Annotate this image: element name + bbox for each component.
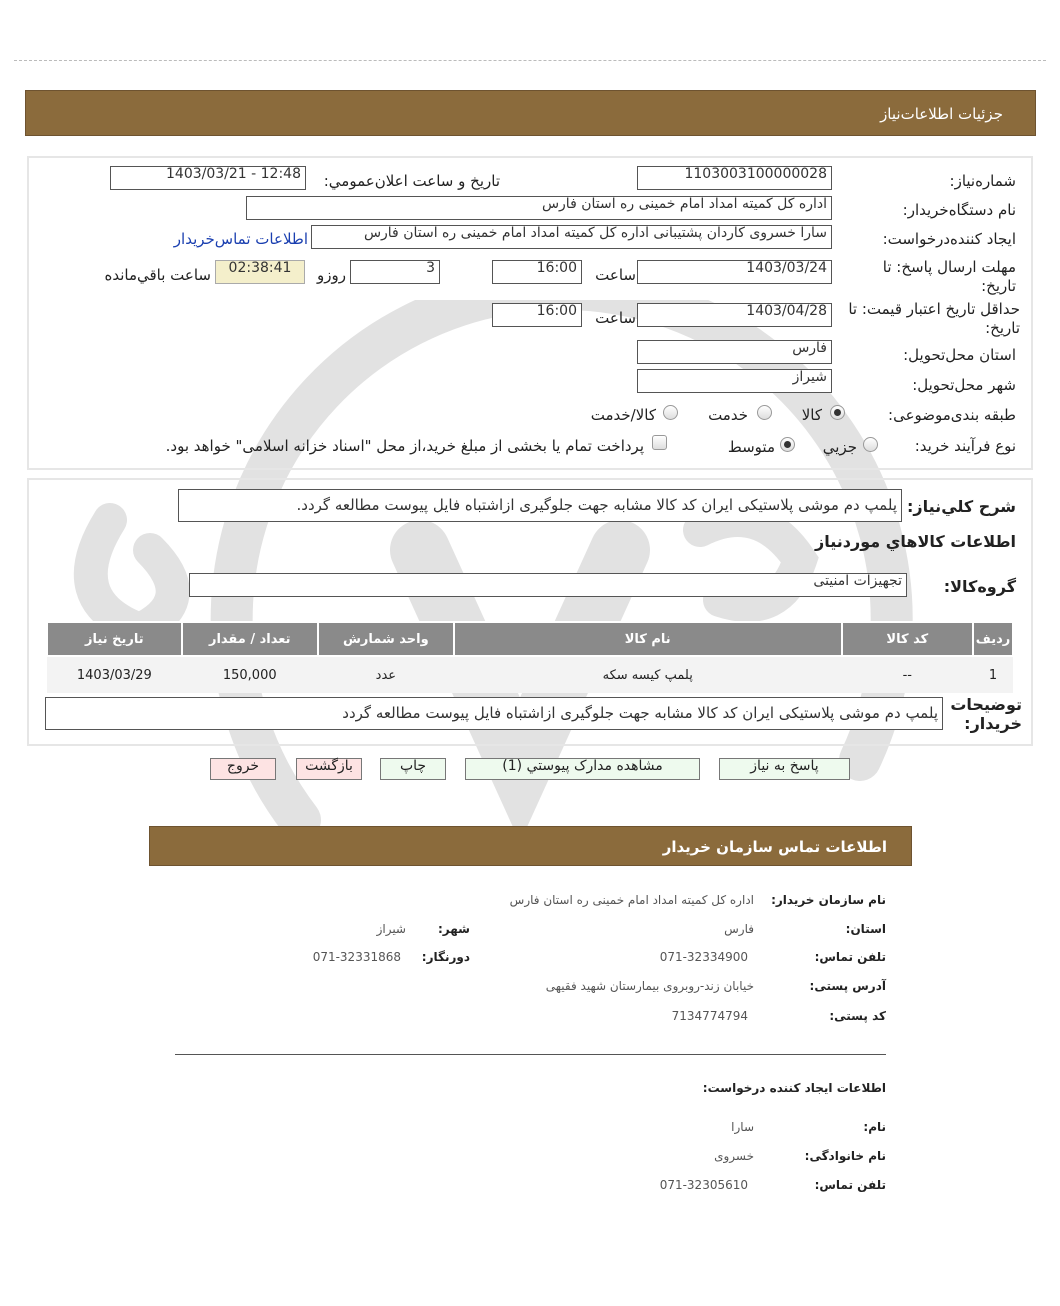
postal-code-value: 7134774794 <box>671 1009 748 1023</box>
validity-time-label: ساعت <box>595 309 636 327</box>
contact-phone-value: 071-32334900 <box>659 950 748 964</box>
creator-name-label: نام: <box>863 1120 886 1134</box>
top-divider <box>14 60 1046 61</box>
need-number-label: شماره‌نياز: <box>949 172 1016 190</box>
quantity-cell: 150,000 <box>182 656 318 693</box>
category-service-radio[interactable] <box>757 405 772 420</box>
table-row <box>47 656 1013 693</box>
goods-code-cell: -- <box>842 656 974 693</box>
days-label: روزو <box>317 266 346 284</box>
goods-table <box>46 621 1014 693</box>
process-minor-radio[interactable] <box>863 437 878 452</box>
page-title: جزئيات اطلاعات‌نياز <box>880 105 1003 123</box>
deadline-time-label: ساعت <box>595 266 636 284</box>
col-row-header: رديف <box>973 622 1013 656</box>
contact-fax-label: دورنگار: <box>421 950 470 964</box>
creator-family-label: نام خانوادگی: <box>804 1149 886 1163</box>
contact-province-label: استان: <box>845 922 886 936</box>
delivery-city-field: شيراز <box>637 369 832 393</box>
creator-phone-value: 071-32305610 <box>659 1178 748 1192</box>
treasury-payment-note: پرداخت تمام يا بخشی از مبلغ خريد،از محل "اسناد خزانه اسلامی" خواهد بود. <box>165 437 644 455</box>
org-name-label: نام سازمان خريدار: <box>771 893 886 907</box>
buyer-org-label: نام دستگاه‌خريدار: <box>902 201 1016 219</box>
delivery-city-label: شهر محل‌تحويل: <box>912 376 1016 394</box>
announce-datetime-field: 1403/03/21 - 12:48 <box>110 166 306 190</box>
process-minor-label: جزيي <box>822 438 857 456</box>
contact-header-banner <box>149 826 912 866</box>
creator-phone-label: تلفن تماس: <box>814 1178 886 1192</box>
buyer-notes-field: پلمپ دم موشی پلاستیکی ایران کد کالا مشابه جهت جلوگیری ازاشتباه فایل پیوست مطالعه گردد <box>45 697 943 730</box>
process-medium-label: متوسط <box>727 438 775 456</box>
validity-time-field: 16:00 <box>492 303 582 327</box>
announce-datetime-label: تاريخ و ساعت اعلان‌عمومي: <box>323 172 500 190</box>
deadline-date-field: 1403/03/24 <box>637 260 832 284</box>
unit-cell: عدد <box>318 656 454 693</box>
details-header-banner <box>25 90 1036 136</box>
contact-title: اطلاعات تماس سازمان خريدار <box>662 838 887 856</box>
col-name-header: نام کالا <box>454 622 842 656</box>
buyer-contact-link[interactable]: اطلاعات تماس‌خريدار <box>173 230 308 248</box>
col-code-header: کد کالا <box>842 622 974 656</box>
process-medium-radio[interactable] <box>780 437 795 452</box>
contact-city-label: شهر: <box>438 922 470 936</box>
col-date-header: تاريخ نياز <box>47 622 182 656</box>
back-button[interactable]: بازگشت <box>296 758 362 780</box>
creator-family-value: خسروی <box>714 1149 754 1163</box>
creator-label: ايجاد کننده‌درخواست: <box>882 230 1016 248</box>
print-button[interactable]: چاپ <box>380 758 446 780</box>
contact-divider <box>175 1054 886 1055</box>
reply-button[interactable]: پاسخ به نياز <box>719 758 850 780</box>
creator-field: سارا خسروی کاردان پشتیبانی اداره کل کمیته امداد امام خمینی ره استان فارس <box>311 225 832 249</box>
validity-label: حداقل تاريخ اعتبار قيمت: تا تاريخ: <box>848 300 1020 337</box>
category-label: طبقه بندی‌موضوعی: <box>888 406 1016 424</box>
deadline-label: مهلت ارسال پاسخ: تا تاريخ: <box>882 258 1016 295</box>
category-goods-label: کالا <box>801 406 822 424</box>
view-attachments-button[interactable]: مشاهده مدارک پيوستي (1) <box>465 758 700 780</box>
validity-date-field: 1403/04/28 <box>637 303 832 327</box>
org-name-value: اداره کل کمیته امداد امام خمینی ره استان فارس <box>509 893 754 907</box>
contact-province-value: فارس <box>724 922 754 936</box>
goods-table-header-row <box>47 622 1013 656</box>
goods-name-cell: پلمپ کیسه سکه <box>454 656 842 693</box>
goods-group-label: گروه‌کالا: <box>943 577 1016 596</box>
delivery-province-field: فارس <box>637 340 832 364</box>
buyer-org-field: اداره کل کمیته امداد امام خمینی ره استان فارس <box>246 196 832 220</box>
category-goods-service-radio[interactable] <box>663 405 678 420</box>
treasury-payment-checkbox[interactable] <box>652 435 667 450</box>
goods-group-field: تجهیزات امنیتی <box>189 573 907 597</box>
col-qty-header: تعداد / مقدار <box>182 622 318 656</box>
need-date-cell: 1403/03/29 <box>47 656 182 693</box>
creator-name-value: سارا <box>731 1120 754 1134</box>
exit-button[interactable]: خروج <box>210 758 276 780</box>
required-goods-title: اطلاعات کالاهاي موردنياز <box>815 532 1016 551</box>
deadline-time-field: 16:00 <box>492 260 582 284</box>
delivery-province-label: استان محل‌تحويل: <box>903 346 1016 364</box>
address-label: آدرس پستی: <box>809 979 886 993</box>
remaining-time-field: 02:38:41 <box>215 260 305 284</box>
contact-fax-value: 071-32331868 <box>312 950 401 964</box>
contact-city-value: شيراز <box>376 922 406 936</box>
category-goods-service-label: کالا/خدمت <box>590 406 656 424</box>
col-unit-header: واحد شمارش <box>318 622 454 656</box>
remaining-time-label: ساعت باقي‌مانده <box>104 266 211 284</box>
need-number-field: 1103003100000028 <box>637 166 832 190</box>
row-number-cell: 1 <box>973 656 1013 693</box>
general-description-field: پلمپ دم موشی پلاستیکی ایران کد کالا مشابه جهت جلوگیری ازاشتباه فایل پیوست مطالعه گردد. <box>178 489 902 522</box>
buyer-notes-label: توضيحات خريدار: <box>950 695 1022 733</box>
creator-info-title: اطلاعات ايجاد کننده درخواست: <box>702 1081 886 1095</box>
process-type-label: نوع فرآيند خريد: <box>914 437 1016 455</box>
category-service-label: خدمت <box>708 406 748 424</box>
address-value: خیابان زند-روبروی بیمارستان شهید فقیهی <box>545 979 754 993</box>
postal-code-label: کد پستی: <box>829 1009 886 1023</box>
remaining-days-field: 3 <box>350 260 440 284</box>
contact-phone-label: تلفن تماس: <box>814 950 886 964</box>
general-description-label: شرح کلي‌نياز: <box>907 497 1016 516</box>
category-goods-radio[interactable] <box>830 405 845 420</box>
